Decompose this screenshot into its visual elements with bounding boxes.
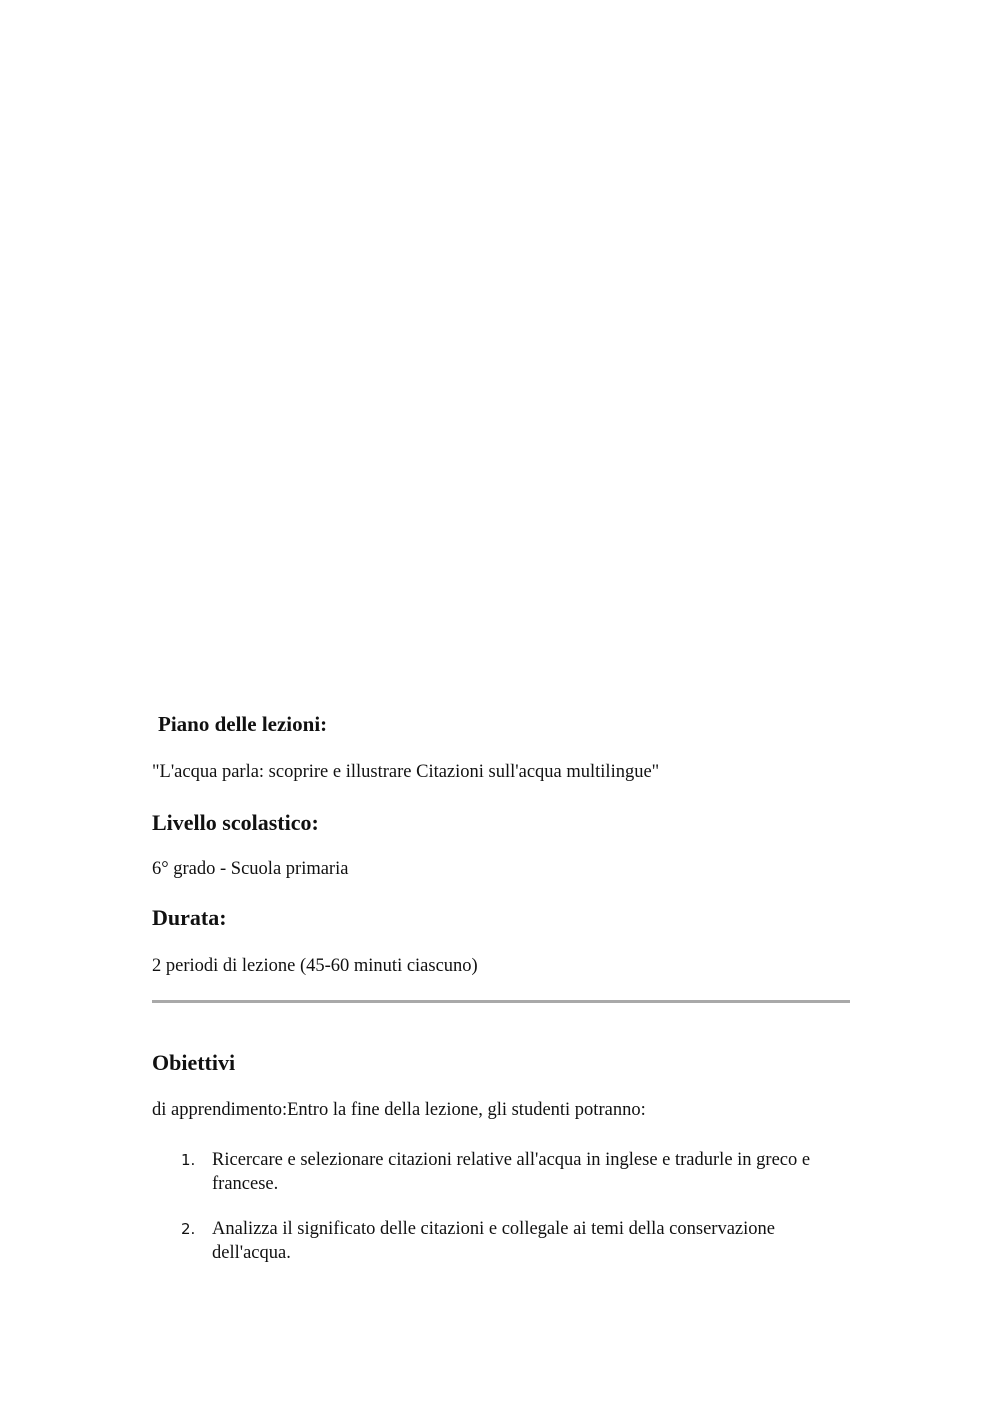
duration-heading: Durata: <box>152 905 227 930</box>
list-number: 2. <box>181 1220 196 1238</box>
lesson-plan-title: Piano delle lezioni: <box>158 712 328 736</box>
objectives-intro: di apprendimento:Entro la fine della lezione, gli studenti potranno: <box>152 1100 646 1120</box>
lesson-subtitle: "L'acqua parla: scoprire e illustrare Citazioni sull'acqua multilingue" <box>152 762 660 782</box>
objectives-heading: Obiettivi <box>152 1050 236 1075</box>
list-item-text: Analizza il significato delle citazioni e collegale ai temi della conservazione dell'acqua. <box>212 1219 775 1263</box>
list-number: 1. <box>181 1151 196 1169</box>
horizontal-divider <box>152 1000 850 1003</box>
duration-value: 2 periodi di lezione (45-60 minuti ciascuno) <box>152 956 478 976</box>
grade-heading: Livello scolastico: <box>152 810 319 835</box>
list-item-text: Ricercare e selezionare citazioni relative all'acqua in inglese e tradurle in greco e francese. <box>212 1150 811 1194</box>
grade-value: 6° grado - Scuola primaria <box>152 859 349 879</box>
